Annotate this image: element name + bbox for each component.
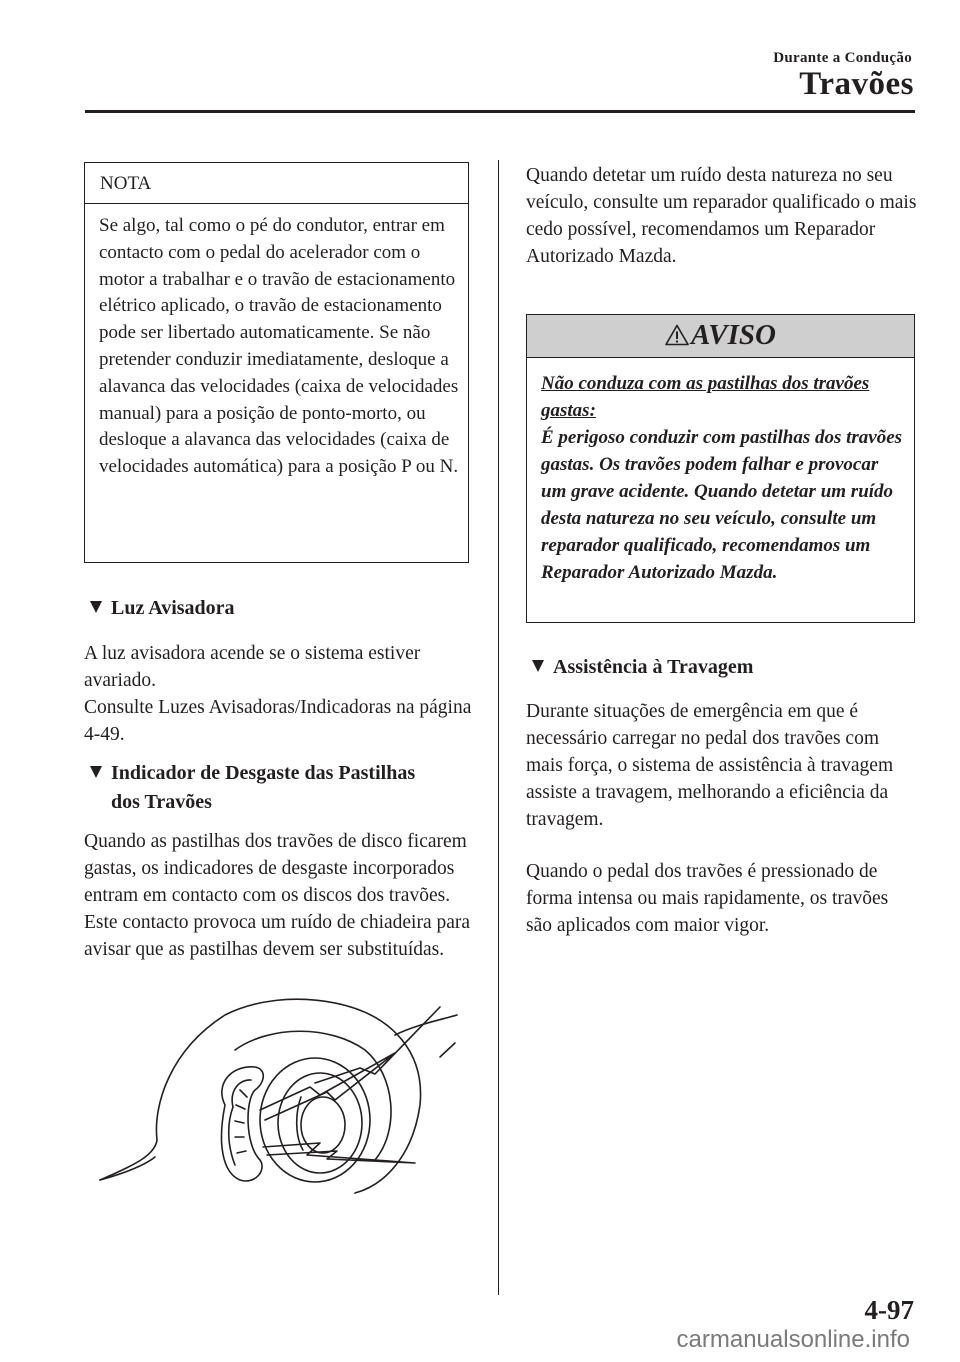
warning-box [526, 314, 915, 623]
page-number: 4-97 [864, 1295, 914, 1325]
triangle-bullet-icon [90, 601, 102, 613]
noise-advice-text: Quando detetar um ruído desta natureza no seu veículo, consulte um reparador qualificado o mais cedo possível, recomendamos um Reparador Autorizado Mazda. [526, 165, 917, 267]
warning-title-text: AVISO [691, 319, 776, 351]
brake-assist-text: Durante situações de emergência em que é necessário carregar no pedal dos travões com mais força, o sistema de assistência à travagem assiste a travagem, melhorando a eficiência da travagem. [526, 701, 894, 830]
section-heading-wear-indicator [90, 759, 480, 817]
wear-indicator-heading-line1: Indicador de Desgaste das Pastilhas [111, 762, 416, 784]
warning-underlined-text: Não conduza com as pastilhas dos travões gastas: [541, 373, 870, 421]
triangle-bullet-icon [532, 660, 544, 672]
warning-light-text: A luz avisadora acende se o sistema estiver avariado. [84, 643, 421, 691]
note-box [84, 162, 469, 563]
warning-light-reference: Consulte Luzes Avisadoras/Indicadoras na página 4-49. [84, 697, 472, 745]
watermark: carmanualsonline.info [676, 1326, 910, 1353]
warning-header-band [527, 315, 914, 358]
brake-assist-heading: Assistência à Travagem [553, 656, 754, 678]
page-title: Travões [799, 66, 914, 102]
warning-text: É perigoso conduzir com pastilhas dos travões gastas. Os travões podem falhar e provocar um grave acidente. Quando detetar um ruído desta natureza no seu veículo, consulte um reparador qualificado, recomendamos um Reparador Autorizado Mazda. [541, 427, 903, 583]
wear-indicator-heading-line2: dos Travões [111, 791, 212, 813]
column-divider [498, 160, 499, 1295]
triangle-bullet-icon [90, 766, 102, 778]
warning-body [541, 370, 906, 586]
brake-assist-text-2: Quando o pedal dos travões é pressionado de forma intensa ou mais rapidamente, os travões são aplicados com maior vigor. [526, 861, 889, 936]
warning-light-heading: Luz Avisadora [111, 597, 235, 619]
section-heading-brake-assist [532, 653, 753, 682]
section-heading-warning-light [90, 594, 235, 623]
wear-indicator-text: Quando as pastilhas dos travões de disco ficarem gastas, os indicadores de desgaste incorporados entram em contacto com os discos dos travões. Este contacto provoca um ruído de chiadeira para avisar que as pastilhas devem ser substituídas. [84, 831, 471, 960]
note-title: NOTA [100, 173, 152, 194]
warning-title [527, 319, 914, 352]
note-text: Se algo, tal como o pé do condutor, entrar em contacto com o pedal do acelerador com o motor a trabalhar e o travão de estacionamento elétrico aplicado, o travão de estacionamento pode ser libertado automaticamente. Se não pretender conduzir imediatamente, desloque a alavanca das velocidades (caixa de velocidades manual) para a posição de ponto-morto, ou desloque a alavanca das velocidades (caixa de velocidades automática) para a posição P ou N. [99, 215, 459, 478]
brake-wear-indicator-illustration [95, 995, 470, 1195]
header-divider [85, 110, 915, 113]
warning-triangle-icon [665, 324, 689, 346]
header-section-label: Durante a Condução [773, 50, 912, 66]
note-divider [85, 203, 468, 204]
